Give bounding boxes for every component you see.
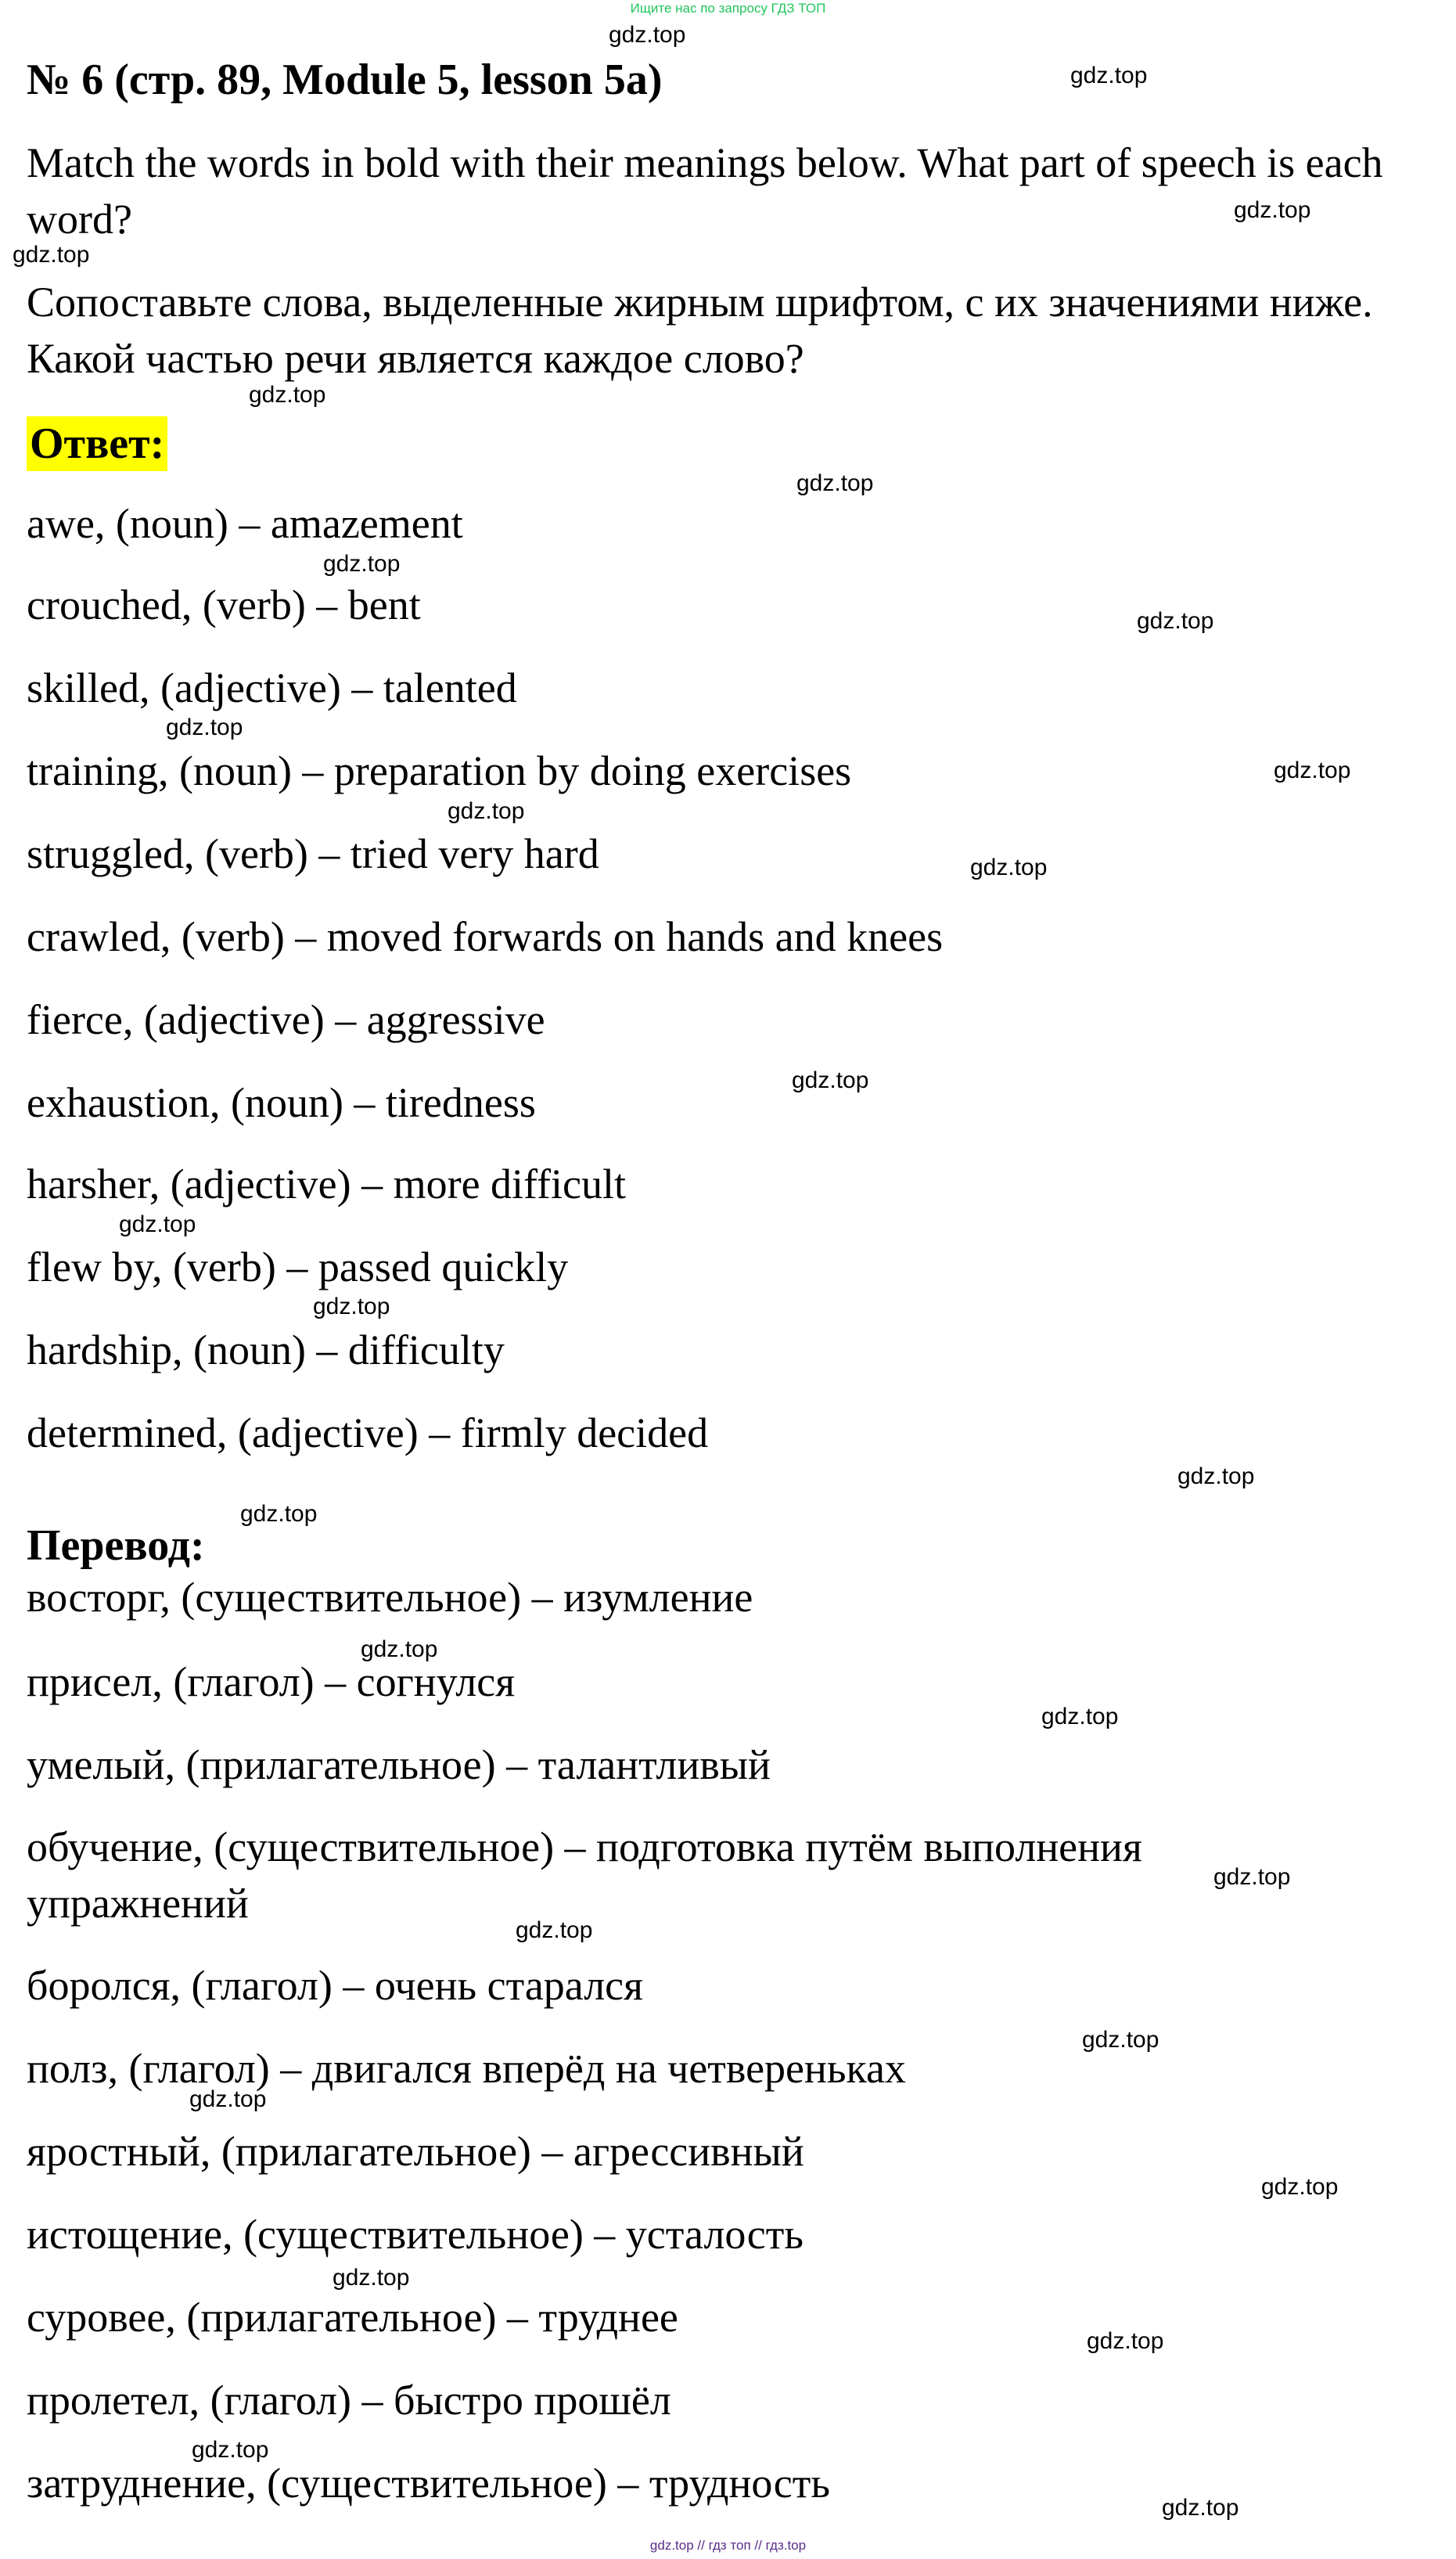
answer-line: awe, (noun) – amazement [27,500,463,547]
answer-line: crouched, (verb) – bent [27,581,421,628]
answer-line: training, (noun) – preparation by doing exercises [27,747,852,794]
watermark: gdz.top [13,242,90,268]
watermark: gdz.top [448,798,525,824]
instruction-english: Match the words in bold with their meanings below. What part of speech is each word? [27,139,1383,243]
translation-line: истощение, (существительное) – усталость [27,2211,803,2258]
answer-line: struggled, (verb) – tried very hard [27,830,599,877]
instruction-russian: Сопоставьте слова, выделенные жирным шрифтом, с их значениями ниже. Какой частью речи является каждое слово? [27,279,1373,382]
answer-line: crawled, (verb) – moved forwards on hands and knees [27,913,944,960]
watermark: gdz.top [1162,2495,1239,2521]
watermark: gdz.top [1087,2328,1164,2354]
translation-line: затруднение, (существительное) – трудность [27,2460,830,2507]
translation-line: боролся, (глагол) – очень старался [27,1962,643,2009]
watermark: gdz.top [796,470,874,496]
translation-line: восторг, (существительное) – изумление [27,1574,753,1621]
footer-links[interactable]: gdz.top // гдз топ // гдз.top [649,2538,807,2553]
watermark: gdz.top [1041,1704,1119,1729]
translation-line: обучение, (существительное) – подготовка путём выполнения упражнений [27,1823,1142,1927]
watermark: gdz.top [792,1067,869,1093]
watermark: gdz.top [189,2086,267,2112]
answer-line: flew by, (verb) – passed quickly [27,1244,569,1290]
translation-line: присел, (глагол) – согнулся [27,1658,516,1705]
watermark: gdz.top [313,1294,390,1319]
translation-line: полз, (глагол) – двигался вперёд на четвереньках [27,2045,906,2092]
watermark: gdz.top [609,22,686,48]
page-title: № 6 (стр. 89, Module 5, lesson 5a) [27,56,663,104]
watermark: gdz.top [249,382,326,408]
watermark: gdz.top [1234,197,1311,223]
answer-line: hardship, (noun) – difficulty [27,1326,505,1373]
watermark: gdz.top [1177,1463,1255,1489]
watermark: gdz.top [333,2265,410,2291]
watermark: gdz.top [1274,758,1351,783]
watermark: gdz.top [166,714,243,740]
translation-line: пролетел, (глагол) – быстро прошёл [27,2377,671,2424]
translation-heading: Перевод: [27,1521,205,1570]
watermark: gdz.top [361,1636,438,1662]
watermark: gdz.top [1261,2174,1339,2200]
top-banner[interactable]: Ищите нас по запросу ГДЗ ТОП [630,1,826,16]
watermark: gdz.top [1213,1864,1291,1890]
answer-line: harsher, (adjective) – more difficult [27,1161,627,1208]
translation-line: яростный, (прилагательное) – агрессивный [27,2128,804,2175]
watermark: gdz.top [1082,2027,1159,2053]
answer-line: fierce, (adjective) – aggressive [27,996,545,1043]
watermark: gdz.top [240,1501,318,1527]
watermark: gdz.top [192,2437,269,2463]
answer-heading: Ответ: [27,416,167,471]
answer-line: exhaustion, (noun) – tiredness [27,1079,536,1126]
watermark: gdz.top [323,551,401,577]
watermark: gdz.top [1070,63,1148,88]
translation-line: умелый, (прилагательное) – талантливый [27,1741,771,1788]
answer-line: determined, (adjective) – firmly decided [27,1409,709,1456]
watermark: gdz.top [1137,608,1214,634]
watermark: gdz.top [970,855,1048,880]
translation-line: суровее, (прилагательное) – труднее [27,2294,678,2341]
watermark: gdz.top [119,1211,196,1237]
watermark: gdz.top [516,1917,593,1943]
answer-line: skilled, (adjective) – talented [27,664,517,711]
